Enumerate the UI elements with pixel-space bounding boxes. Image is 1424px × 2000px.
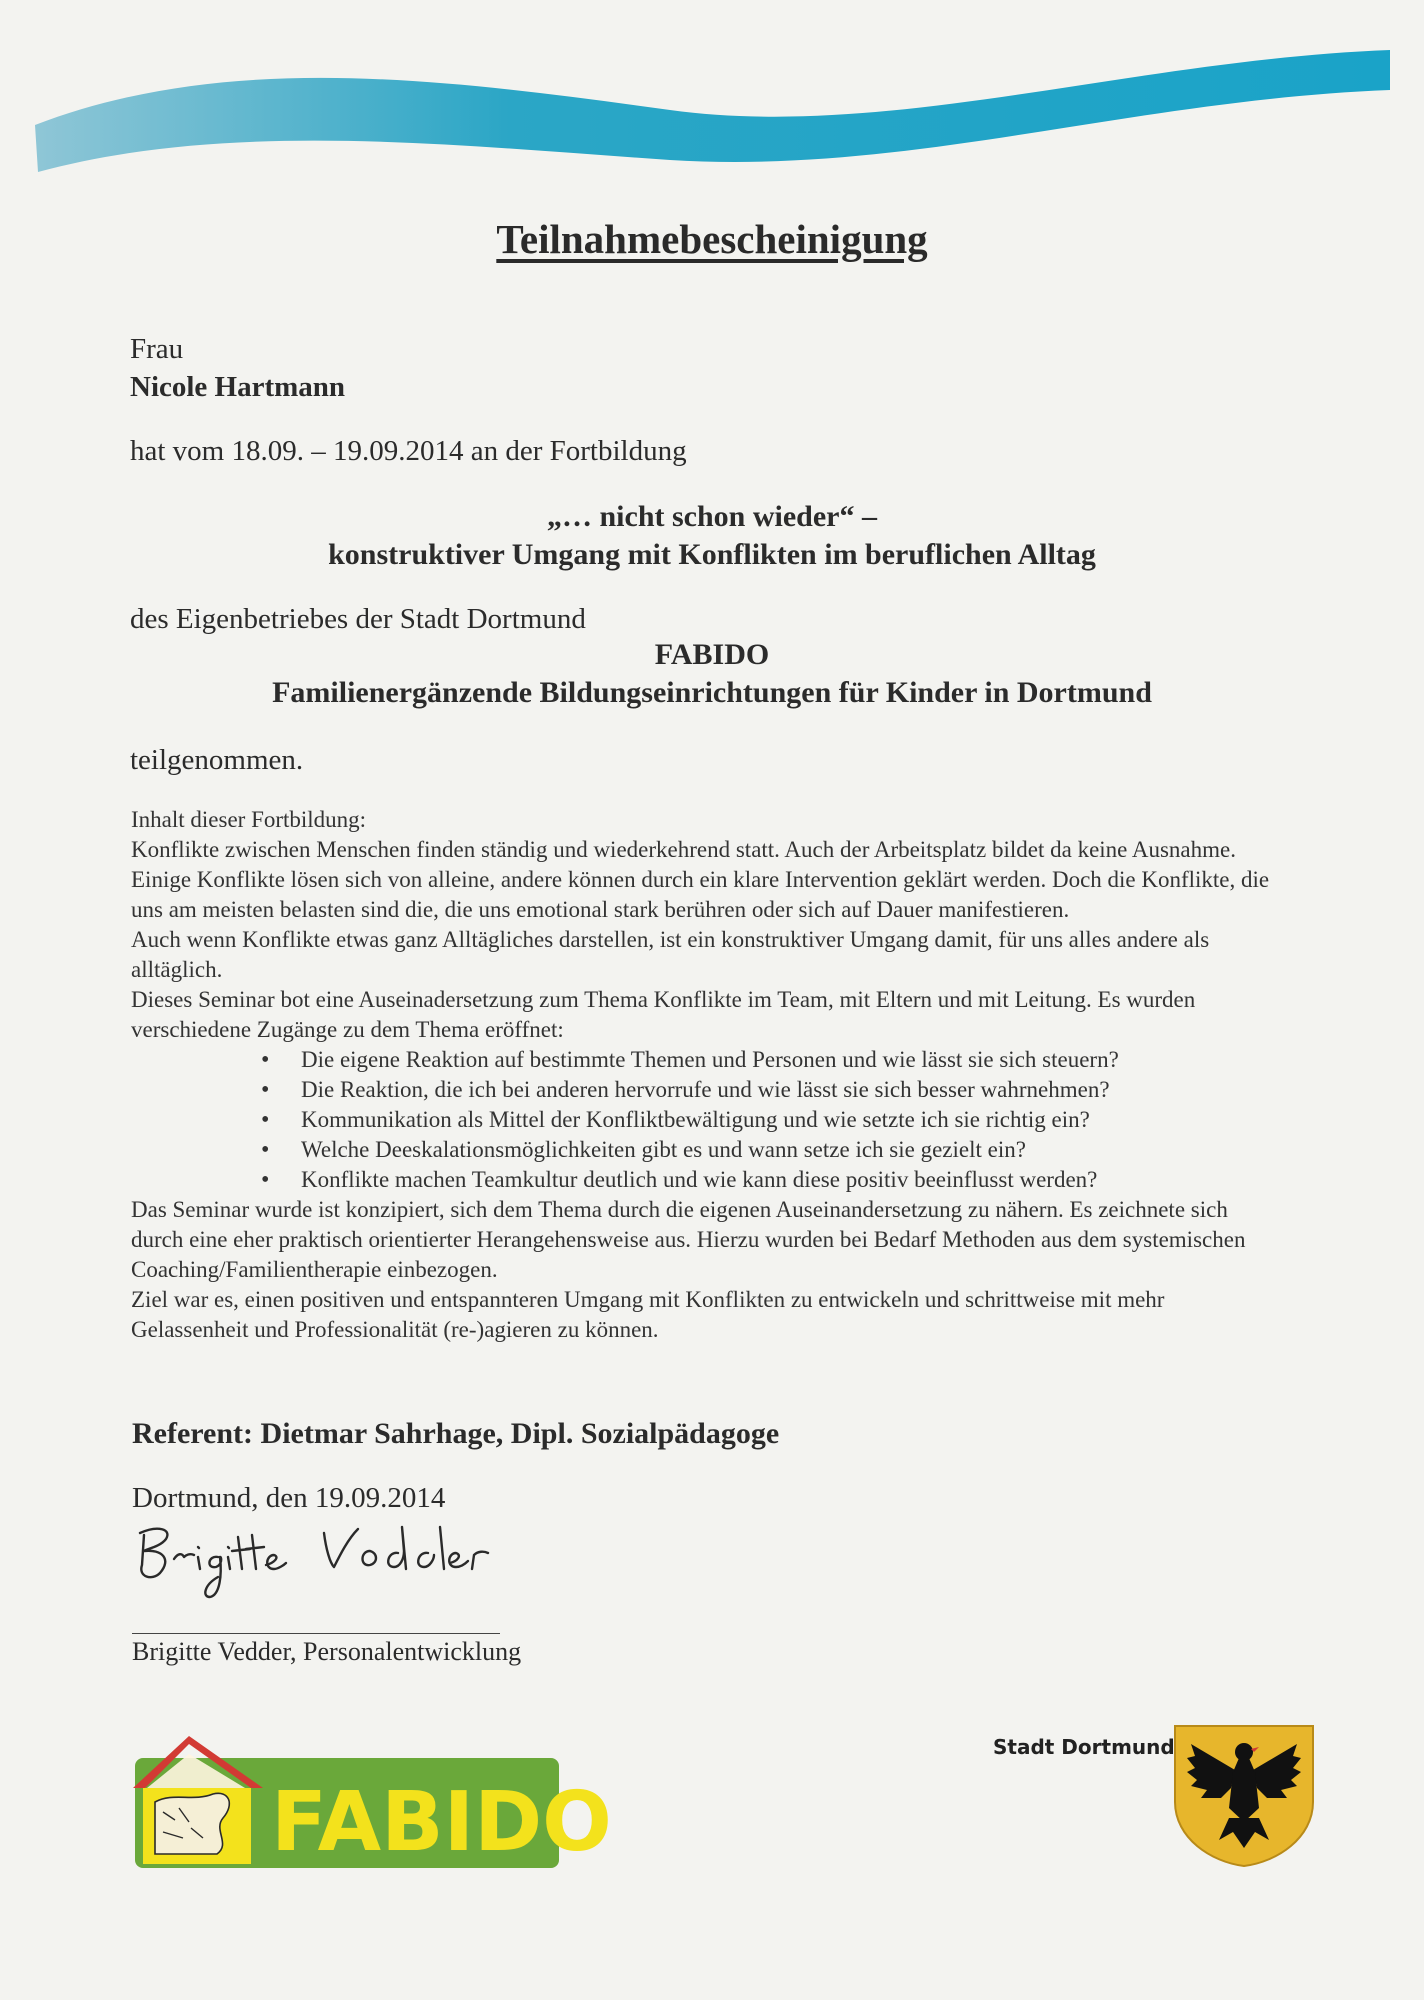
attendance-line: hat vom 18.09. – 19.09.2014 an der Fortbildung (130, 435, 687, 467)
organizer-full-name: Familienergänzende Bildungseinrichtungen für Kinder in Dortmund (272, 676, 1152, 709)
referent: Referent: Dietmar Sahrhage, Dipl. Sozialpädagoge (132, 1417, 780, 1450)
handwritten-signature (128, 1515, 518, 1615)
document-title: Teilnahmebescheinigung (496, 216, 928, 262)
stadt-dortmund-label: Stadt Dortmund (993, 1735, 1175, 1759)
course-title (0, 498, 1424, 574)
recipient-name: Nicole Hartmann (130, 371, 346, 403)
list-item: • Konflikte machen Teamkultur deutlich und wie kann diese positiv beeinflusst werden? (301, 1165, 1281, 1195)
fabido-logo-text: FABIDO (271, 1775, 612, 1870)
participated-text: teilgenommen. (130, 744, 304, 776)
list-item: • Kommunikation als Mittel der Konfliktbewältigung und wie setzte ich sie richtig ein? (301, 1105, 1281, 1135)
place-date: Dortmund, den 19.09.2014 (132, 1482, 446, 1514)
recipient-salutation: Frau (130, 333, 184, 365)
course-title-line2: konstruktiver Umgang mit Konflikten im beruflichen Alltag (328, 538, 1096, 571)
course-title-line1: „… nicht schon wieder“ – (547, 500, 877, 533)
content-paragraph: Konflikte zwischen Menschen finden ständig und wiederkehrend statt. Auch der Arbeitsplatz bildet da keine Ausnahme. Einige Konflikte lösen sich von alleine, andere können durch ein klare Intervention geklärt werden. Doch die Konflikte, die uns am meisten belasten sind die, die uns emotional stark berühren oder sich auf Dauer manifestieren. (131, 837, 1270, 922)
organizer-intro: des Eigenbetriebes der Stadt Dortmund (130, 603, 586, 635)
list-item: • Welche Deeskalationsmöglichkeiten gibt es und wann setze ich sie gezielt ein? (301, 1135, 1281, 1165)
course-content (131, 805, 1281, 1345)
organizer-block (0, 636, 1424, 712)
organizer-name: FABIDO (654, 638, 770, 671)
content-heading: Inhalt dieser Fortbildung: (131, 807, 367, 832)
content-paragraph: Das Seminar wurde ist konzipiert, sich dem Thema durch die eigenen Auseinandersetzung zu nähern. Es zeichnete sich durch eine eher praktisch orientierter Herangehensweise aus. Hierzu wurden bei Bedarf Methoden aus dem systemischen Coaching/Familientherapie einbezogen. (131, 1197, 1246, 1282)
topic-list (131, 1045, 1281, 1195)
content-paragraph: Ziel war es, einen positiven und entspannteren Umgang mit Konflikten zu entwickeln und schrittweise mit mehr Gelassenheit und Professionalität (re-)agieren zu können. (131, 1287, 1165, 1342)
list-item: • Die Reaktion, die ich bei anderen hervorrufe und wie lässt sie sich besser wahrnehmen? (301, 1075, 1281, 1105)
content-paragraph: Dieses Seminar bot eine Auseinadersetzung zum Thema Konflikte im Team, mit Eltern und mit Leitung. Es wurden verschiedene Zugänge zu dem Thema eröffnet: (131, 987, 1196, 1042)
dortmund-eagle-crest-icon (1171, 1722, 1317, 1868)
list-item: • Die eigene Reaktion auf bestimmte Themen und Personen und wie lässt sie sich steuern? (301, 1045, 1281, 1075)
signatory-name: Brigitte Vedder, Personalentwicklung (132, 1637, 522, 1666)
content-paragraph: Auch wenn Konflikte etwas ganz Alltägliches darstellen, ist ein konstruktiver Umgang damit, für uns alles andere als alltäglich. (131, 927, 1210, 982)
wave-banner-decoration (30, 40, 1400, 180)
signature-line (132, 1633, 500, 1634)
fabido-logo (133, 1732, 612, 1872)
